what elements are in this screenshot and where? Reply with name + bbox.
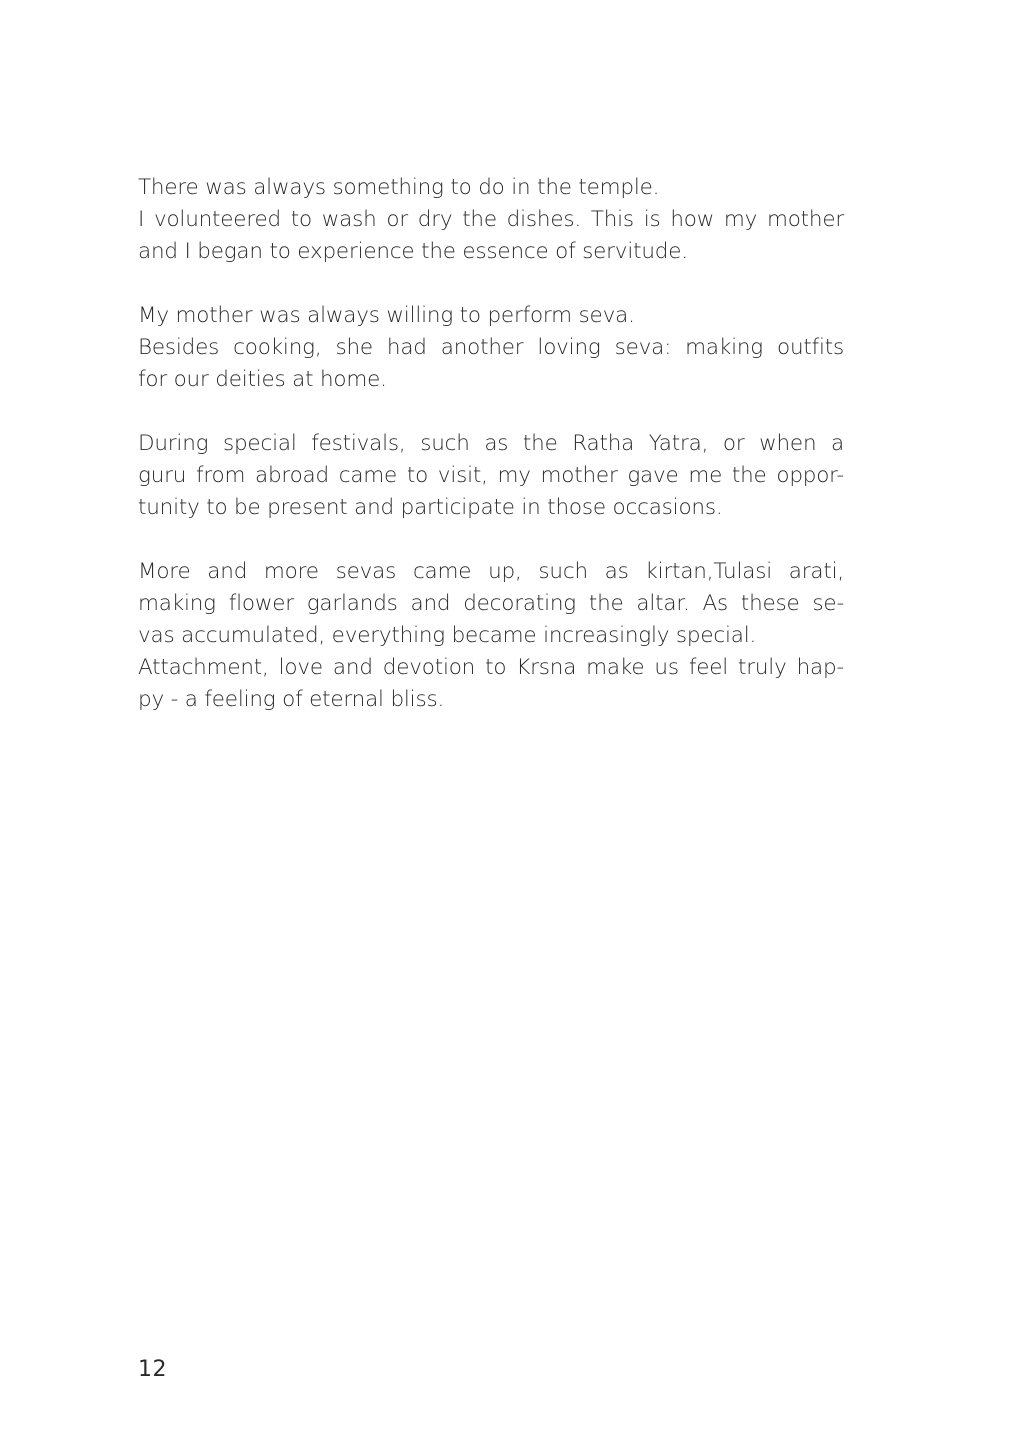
text-line: guru from abroad came to visit, my mother gave me the oppor- [138,463,844,488]
paragraph-2 [138,300,844,396]
paragraph-spacer [138,396,844,428]
text-line: More and more sevas came up, such as kirtan,Tulasi arati, [138,559,844,584]
text-line: Attachment, love and devotion to Krsna make us feel truly hap- [138,655,844,680]
page-number: 12 [138,1357,167,1382]
text-line: My mother was always willing to perform seva. [138,303,635,328]
text-line: for our deities at home. [138,367,387,392]
text-line: During special festivals, such as the Ratha Yatra, or when a [138,431,844,456]
text-line: tunity to be present and participate in those occasions. [138,495,723,520]
paragraph-4 [138,556,844,716]
body-text [138,172,844,716]
paragraph-spacer [138,268,844,300]
paragraph-3 [138,428,844,524]
text-line: py - a feeling of eternal bliss. [138,687,445,712]
text-line: Besides cooking, she had another loving seva: making outfits [138,335,844,360]
paragraph-spacer [138,524,844,556]
text-line: and I began to experience the essence of servitude. [138,239,688,264]
paragraph-1 [138,172,844,268]
text-line: vas accumulated, everything became increasingly special. [138,623,757,648]
text-line: There was always something to do in the temple. [138,175,660,200]
text-line: I volunteered to wash or dry the dishes. This is how my mother [138,207,844,232]
text-line: making flower garlands and decorating the altar. As these se- [138,591,844,616]
